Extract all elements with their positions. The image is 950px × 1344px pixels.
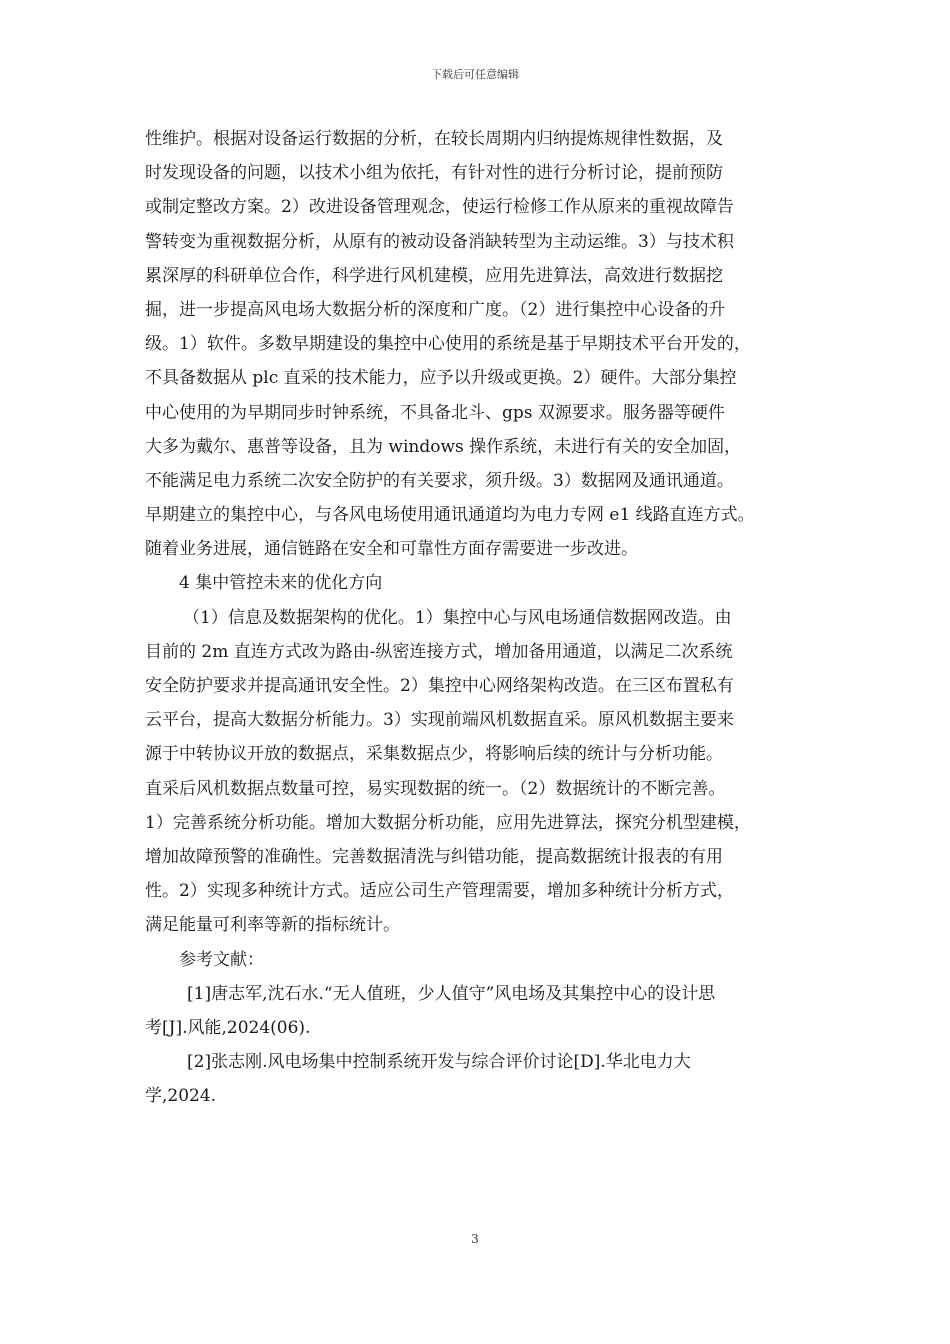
- page-header: 下载后可任意编辑: [431, 68, 519, 81]
- text-line: 增加故障预警的准确性。完善数据清洗与纠错功能，提高数据统计报表的有用: [145, 846, 723, 867]
- text-line: 中心使用的为早期同步时钟系统，不具备北斗、gps 双源要求。服务器等硬件: [145, 402, 725, 423]
- text-line: 云平台，提高大数据分析能力。3）实现前端风机数据直采。原风机数据主要来: [145, 710, 734, 731]
- text-line: 早期建立的集控中心，与各风电场使用通讯通道均为电力专网 e1 线路直连方式。: [145, 505, 755, 526]
- reference-line: 学,2024.: [145, 1086, 217, 1107]
- reference-line: [1]唐志军,沈石水.“无人值班，少人值守”风电场及其集控中心的设计思: [187, 983, 716, 1004]
- text-line: 级。1）软件。多数早期建设的集控中心使用的系统是基于早期技术平台开发的，: [145, 334, 751, 355]
- section-heading: 4 集中管控未来的优化方向: [179, 573, 383, 594]
- text-line: 安全防护要求并提高通讯安全性。2）集控中心网络架构改造。在三区布置私有: [145, 676, 734, 696]
- text-line: 性。2）实现多种统计方式。适应公司生产管理需要，增加多种统计分析方式，: [145, 881, 734, 902]
- page-number: 3: [471, 1232, 479, 1246]
- reference-line: [2]张志刚.风电场集中控制系统开发与综合评价讨论[D].华北电力大: [187, 1052, 691, 1073]
- reference-line: 参考文献：: [179, 949, 264, 970]
- text-line: 源于中转协议开放的数据点，采集数据点少，将影响后续的统计与分析功能。: [145, 744, 723, 765]
- text-line: 满足能量可利率等新的指标统计。: [145, 915, 400, 936]
- text-line: 时发现设备的问题，以技术小组为依托，有针对性的进行分析讨论，提前预防: [145, 163, 723, 184]
- text-line: 直采后风机数据点数量可控，易实现数据的统一。（2）数据统计的不断完善。: [145, 778, 726, 799]
- text-line: 或制定整改方案。2）改进设备管理观念，使运行检修工作从原来的重视故障告: [145, 197, 734, 218]
- text-line: 大多为戴尔、惠普等设备，且为 windows 操作系统，未进行有关的安全加固，: [145, 436, 742, 457]
- text-line: 随着业务进展，通信链路在安全和可靠性方面存需要进一步改进。: [145, 539, 638, 560]
- text-line: 掘，进一步提高风电场大数据分析的深度和广度。（2）进行集控中心设备的升: [145, 299, 726, 320]
- text-line: 警转变为重视数据分析，从原有的被动设备消缺转型为主动运维。3）与技术积: [145, 231, 734, 252]
- text-line: 1）完善系统分析功能。增加大数据分析功能，应用先进算法，探究分机型建模，: [145, 812, 751, 833]
- text-line: （1）信息及数据架构的优化。1）集控中心与风电场通信数据网改造。由: [183, 607, 732, 628]
- text-line: 累深厚的科研单位合作，科学进行风机建模，应用先进算法，高效进行数据挖: [145, 265, 723, 286]
- text-line: 不能满足电力系统二次安全防护的有关要求，须升级。3）数据网及通讯通道。: [145, 470, 734, 491]
- reference-line: 考[J].风能,2024(06).: [145, 1017, 311, 1038]
- body-text: [145, 122, 815, 1113]
- text-line: 目前的 2m 直连方式改为路由-纵密连接方式，增加备用通道，以满足二次系统: [145, 641, 733, 662]
- text-line: 不具备数据从 plc 直采的技术能力，应予以升级或更换。2）硬件。大部分集控: [145, 368, 737, 389]
- text-line: 性维护。根据对设备运行数据的分析，在较长周期内归纳提炼规律性数据，及: [145, 129, 723, 149]
